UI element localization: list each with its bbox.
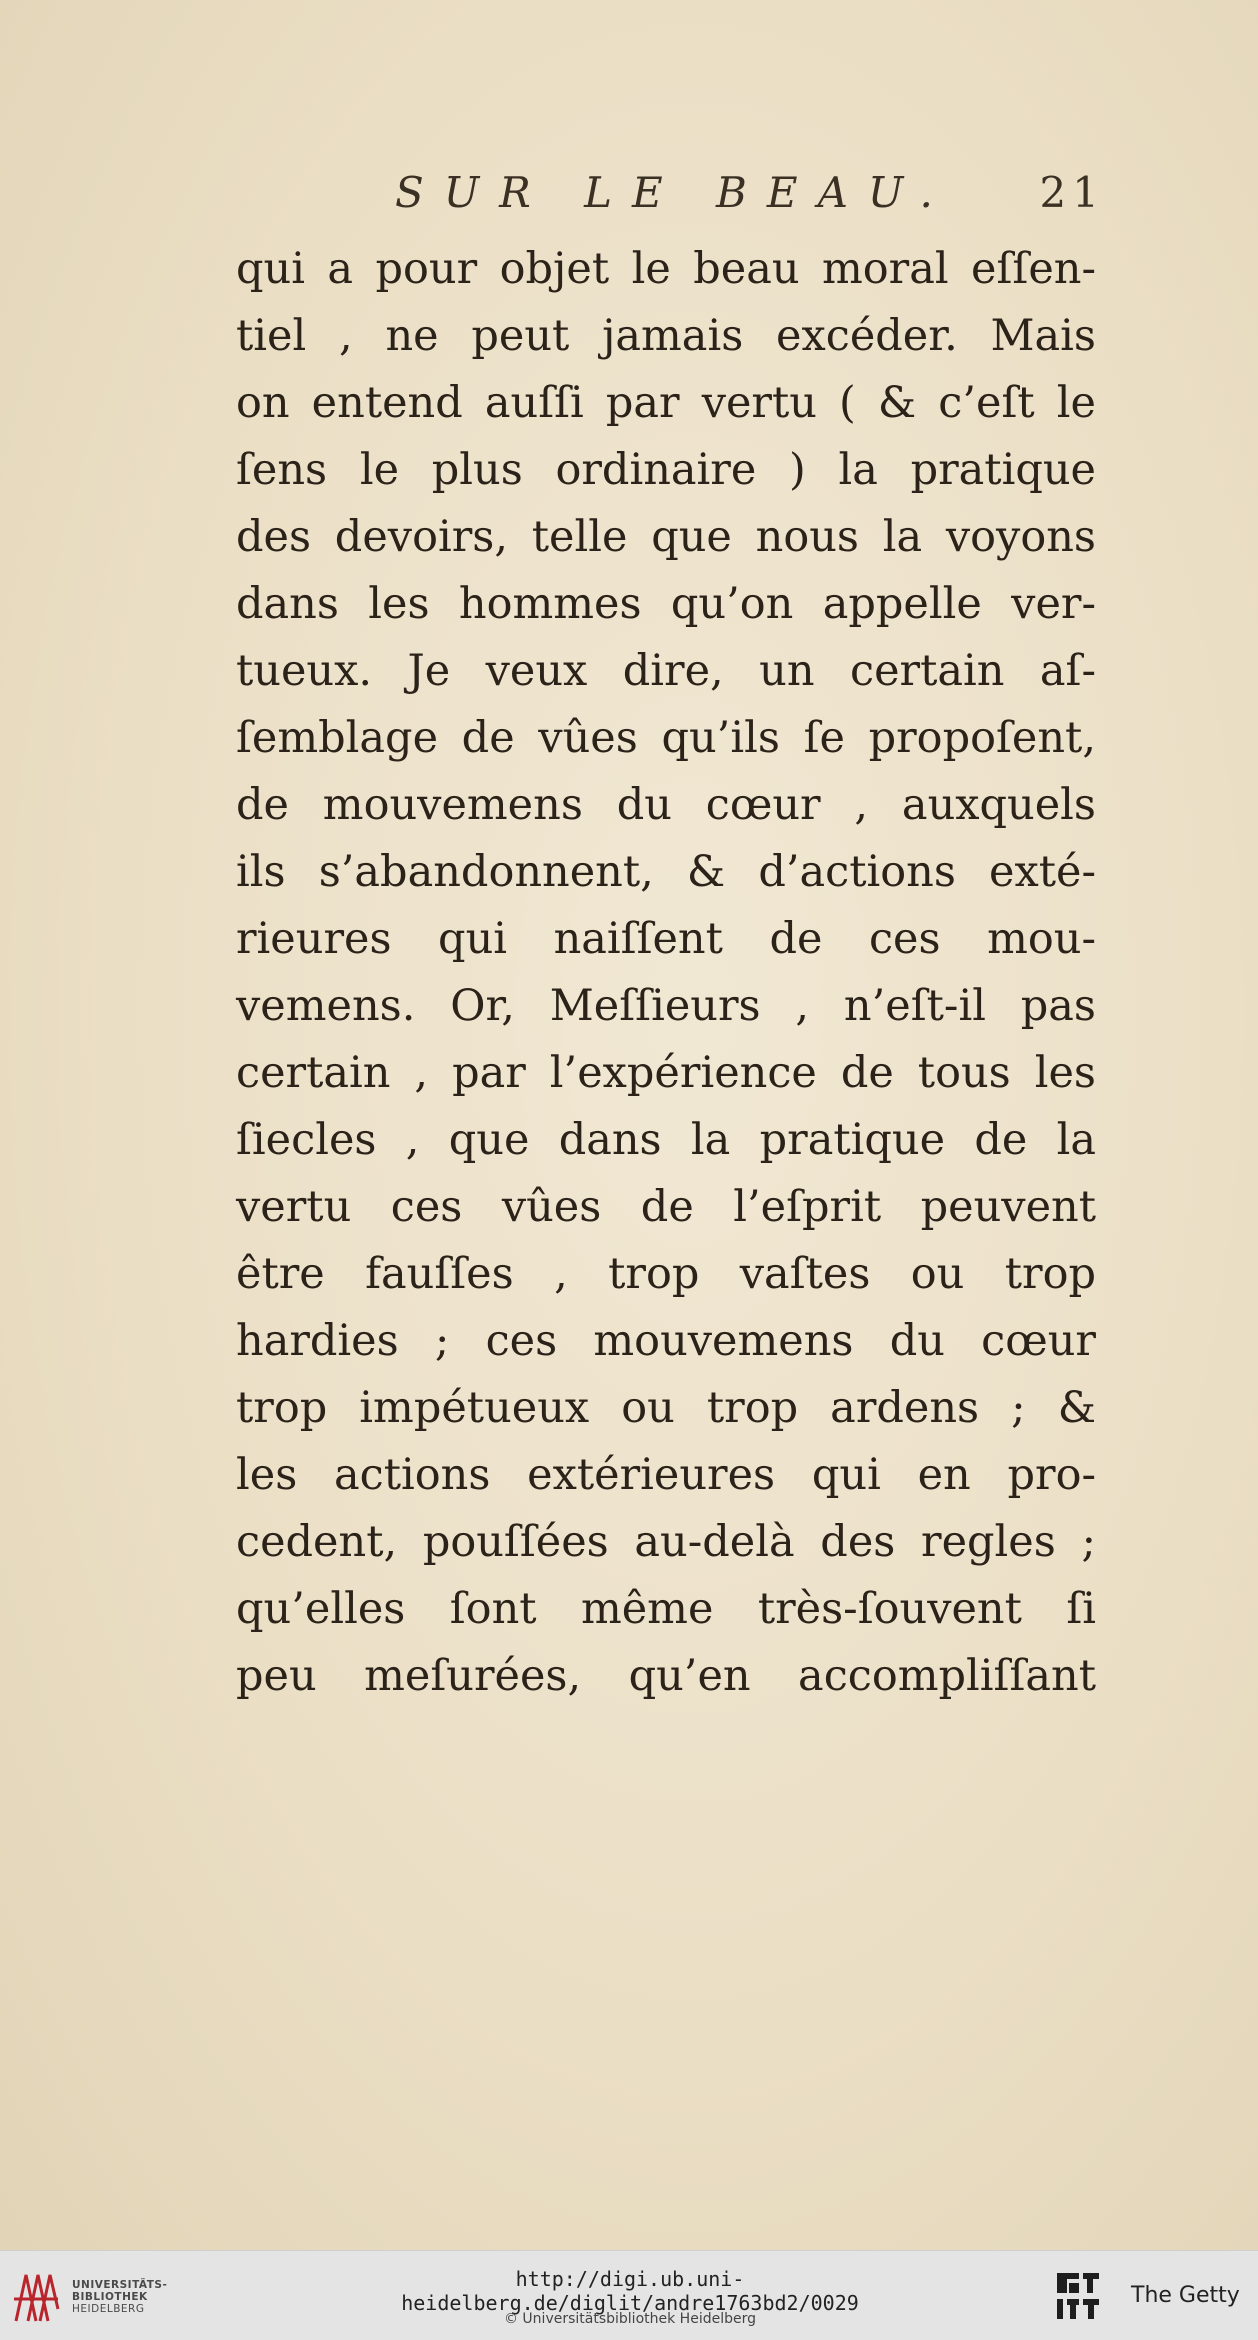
copyright-notice: © Universitätsbibliothek Heidelberg	[503, 2311, 756, 2327]
page-number: 21	[1039, 168, 1105, 217]
text-line: qui a pour objet le beau moral eſſen-	[236, 244, 1096, 294]
library-name	[72, 2279, 167, 2315]
text-line: trop impétueux ou trop ardens ; &	[236, 1383, 1096, 1433]
text-line: cedent, pouſſées au-delà des regles ;	[236, 1517, 1096, 1567]
viewer-footer	[0, 2250, 1258, 2340]
text-line: on entend auſſi par vertu ( & c’eſt le	[236, 378, 1096, 428]
text-line: vemens. Or, Meſſieurs , n’eſt-il pas	[236, 981, 1096, 1031]
partner-name: The Getty	[1131, 2283, 1240, 2308]
text-line: hardies ; ces mouvemens du cœur	[236, 1316, 1096, 1366]
text-line: ſens le plus ordinaire ) la pratique	[236, 445, 1096, 495]
running-head-title: SUR LE BEAU.	[395, 168, 953, 217]
library-logo[interactable]	[12, 2265, 168, 2329]
text-line: être fauſſes , trop vaſtes ou trop	[236, 1249, 1096, 1299]
text-line: qu’elles ſont même très-ſouvent ſi	[236, 1584, 1096, 1634]
text-line: de mouvemens du cœur , auxquels	[236, 780, 1096, 830]
library-name-line: UNIVERSITÄTS-	[72, 2279, 168, 2291]
text-line: tueux. Je veux dire, un certain aſ-	[236, 646, 1096, 696]
text-line: ſemblage de vûes qu’ils ſe propoſent,	[236, 713, 1096, 763]
running-head	[395, 168, 1105, 238]
university-library-icon	[12, 2269, 60, 2325]
text-line: peu meſurées, qu’en accompliſſant	[236, 1651, 1096, 1701]
getty-icon	[1055, 2271, 1103, 2321]
text-line: des devoirs, telle que nous la voyons	[236, 512, 1096, 562]
text-line: tiel , ne peut jamais excéder. Mais	[236, 311, 1096, 361]
text-line: certain , par l’expérience de tous les	[236, 1048, 1096, 1098]
library-name-line: HEIDELBERG	[72, 2303, 145, 2315]
text-line: rieures qui naiſſent de ces mou-	[236, 914, 1096, 964]
text-line: les actions extérieures qui en pro-	[236, 1450, 1096, 1500]
permalink-url[interactable]: http://digi.ub.uni-heidelberg.de/diglit/andre1763bd2/0029	[401, 2267, 859, 2315]
text-line: vertu ces vûes de l’eſprit peuvent	[236, 1182, 1096, 1232]
text-line: dans les hommes qu’on appelle ver-	[236, 579, 1096, 629]
getty-logo[interactable]	[1055, 2271, 1255, 2321]
library-name-line: BIBLIOTHEK	[72, 2291, 148, 2303]
body-text	[236, 236, 1096, 1710]
text-line: ils s’abandonnent, & d’actions exté-	[236, 847, 1096, 897]
text-line: ſiecles , que dans la pratique de la	[236, 1115, 1096, 1165]
